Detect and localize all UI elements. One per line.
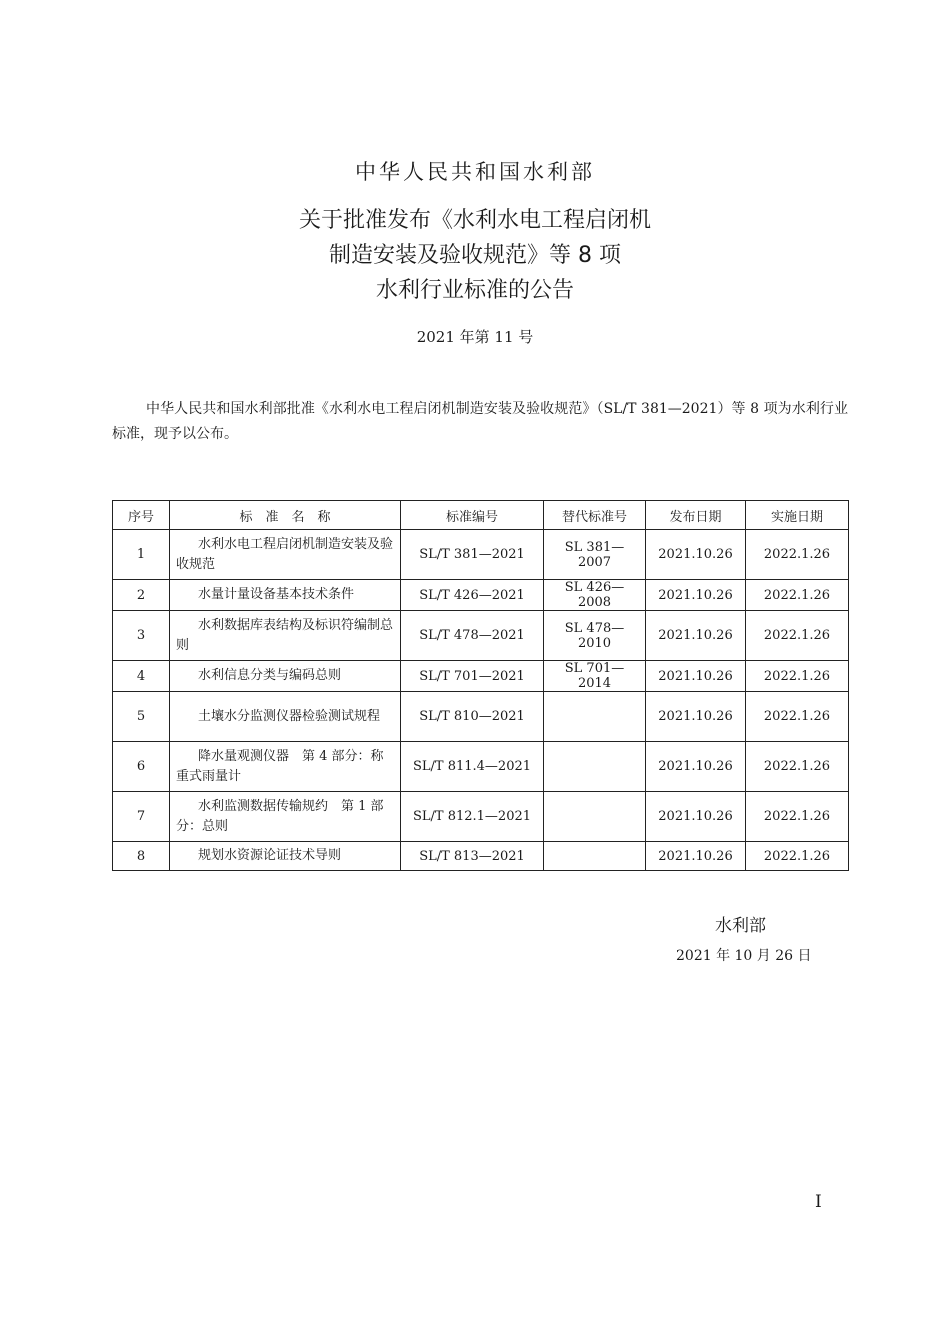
cell-issue-date: 2021.10.26	[646, 842, 746, 871]
cell-issue-date: 2021.10.26	[646, 792, 746, 842]
cell-issue-date: 2021.10.26	[646, 580, 746, 611]
table-row	[113, 792, 849, 842]
table-row	[113, 530, 849, 580]
cell-issue-date: 2021.10.26	[646, 661, 746, 692]
cell-name: 水利水电工程启闭机制造安装及验收规范	[170, 530, 401, 580]
cell-code: SL/T 811.4—2021	[401, 742, 544, 792]
cell-seq: 3	[113, 611, 170, 661]
cell-name: 土壤水分监测仪器检验测试规程	[170, 692, 401, 742]
cell-effective-date: 2022.1.26	[746, 611, 849, 661]
cell-effective-date: 2022.1.26	[746, 530, 849, 580]
cell-name: 水利数据库表结构及标识符编制总则	[170, 611, 401, 661]
cell-replace	[544, 742, 646, 792]
cell-seq: 5	[113, 692, 170, 742]
standards-table	[112, 500, 849, 871]
document-number: 2021 年第 11 号	[416, 328, 534, 346]
cell-name: 水利信息分类与编码总则	[170, 661, 401, 692]
header-replace: 替代标准号	[544, 501, 646, 530]
cell-seq: 1	[113, 530, 170, 580]
signing-date: 2021 年 10 月 26 日	[676, 948, 812, 964]
header-seq: 序号	[113, 501, 170, 530]
header-issue-date: 发布日期	[646, 501, 746, 530]
header-name: 标 准 名 称	[170, 501, 401, 530]
signing-organization: 水利部	[715, 916, 766, 936]
title-line-1: 关于批准发布《水利水电工程启闭机	[298, 208, 651, 233]
cell-issue-date: 2021.10.26	[646, 611, 746, 661]
table-row	[113, 692, 849, 742]
table-row	[113, 742, 849, 792]
table-header-row	[113, 501, 849, 530]
cell-effective-date: 2022.1.26	[746, 661, 849, 692]
announcement-title	[0, 203, 950, 308]
title-line-3: 水利行业标准的公告	[375, 278, 574, 303]
cell-seq: 2	[113, 580, 170, 611]
title-line-2: 制造安装及验收规范》等 8 项	[329, 243, 621, 268]
cell-issue-date: 2021.10.26	[646, 692, 746, 742]
cell-replace	[544, 792, 646, 842]
cell-replace	[544, 842, 646, 871]
cell-effective-date: 2022.1.26	[746, 580, 849, 611]
table-row	[113, 842, 849, 871]
cell-name: 降水量观测仪器 第 4 部分：称重式雨量计	[170, 742, 401, 792]
cell-code: SL/T 813—2021	[401, 842, 544, 871]
cell-code: SL/T 426—2021	[401, 580, 544, 611]
cell-seq: 7	[113, 792, 170, 842]
cell-name: 规划水资源论证技术导则	[170, 842, 401, 871]
issuing-ministry: 中华人民共和国水利部	[355, 160, 595, 184]
header-code: 标准编号	[401, 501, 544, 530]
table-row	[113, 580, 849, 611]
cell-effective-date: 2022.1.26	[746, 742, 849, 792]
page-number: I	[815, 1192, 822, 1212]
cell-replace: SL 381—2007	[544, 530, 646, 580]
cell-replace	[544, 692, 646, 742]
table-row	[113, 661, 849, 692]
cell-seq: 8	[113, 842, 170, 871]
cell-issue-date: 2021.10.26	[646, 742, 746, 792]
cell-name: 水量计量设备基本技术条件	[170, 580, 401, 611]
cell-effective-date: 2022.1.26	[746, 692, 849, 742]
cell-code: SL/T 701—2021	[401, 661, 544, 692]
cell-replace: SL 478—2010	[544, 611, 646, 661]
header-effective-date: 实施日期	[746, 501, 849, 530]
announcement-paragraph: 中华人民共和国水利部批准《水利水电工程启闭机制造安装及验收规范》（SL/T 381—2021）等 8 项为水利行业标准，现予以公布。	[112, 401, 848, 442]
cell-seq: 4	[113, 661, 170, 692]
cell-replace: SL 701—2014	[544, 661, 646, 692]
cell-replace: SL 426—2008	[544, 580, 646, 611]
cell-effective-date: 2022.1.26	[746, 842, 849, 871]
cell-code: SL/T 478—2021	[401, 611, 544, 661]
cell-code: SL/T 810—2021	[401, 692, 544, 742]
cell-seq: 6	[113, 742, 170, 792]
cell-name: 水利监测数据传输规约 第 1 部分：总则	[170, 792, 401, 842]
cell-issue-date: 2021.10.26	[646, 530, 746, 580]
cell-code: SL/T 812.1—2021	[401, 792, 544, 842]
table-row	[113, 611, 849, 661]
cell-code: SL/T 381—2021	[401, 530, 544, 580]
cell-effective-date: 2022.1.26	[746, 792, 849, 842]
